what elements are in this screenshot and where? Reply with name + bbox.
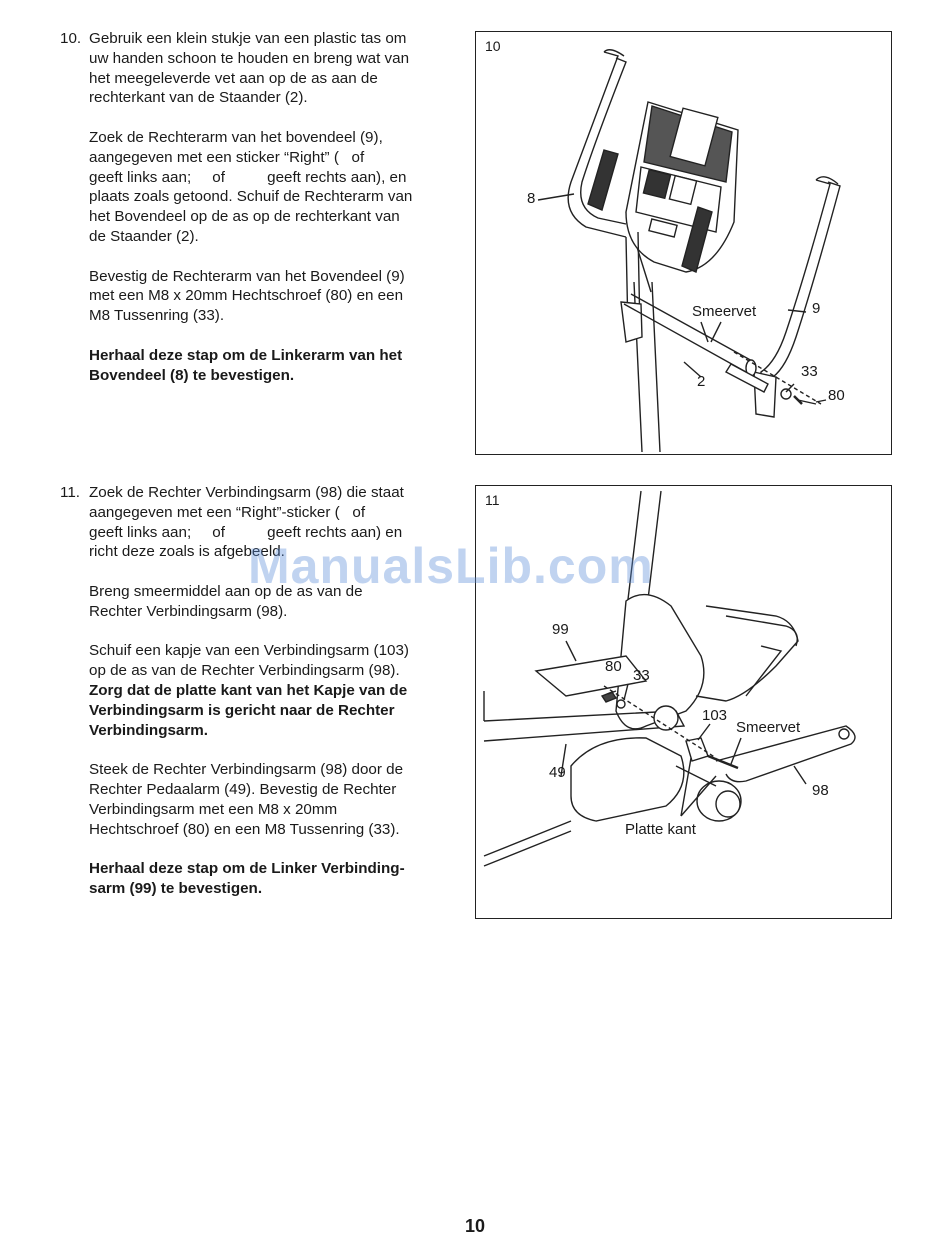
text-line: Zoek de Rechter Verbindingsarm (98) die staat <box>89 484 404 501</box>
paragraph <box>89 641 450 740</box>
paragraph <box>89 760 450 839</box>
text-line: Herhaal deze stap om de Linker Verbinding- <box>89 860 405 878</box>
text-line: Zoek de Rechterarm van het bovendeel (9), <box>89 128 383 146</box>
text-line: sarm (99) te bevestigen. <box>89 879 263 897</box>
step-number: 11. <box>60 484 80 501</box>
page-number: 10 <box>464 1216 486 1236</box>
paragraph-bold <box>89 346 450 386</box>
text-line: het meegeleverde vet aan op de as aan de <box>89 69 378 87</box>
step-number: 10. <box>60 30 82 47</box>
text-line: Rechter Verbindingsarm (98). <box>89 602 288 620</box>
callout-80: 80 <box>828 387 845 404</box>
step-body <box>89 29 450 385</box>
text-line: M8 Tussenring (33). <box>89 307 225 325</box>
text-line: op de as van de Rechter Verbindingsarm (98). <box>89 662 400 680</box>
text-line: Verbindingsarm met een M8 x 20mm <box>89 800 338 818</box>
watermark: ManualsLib.com <box>248 538 654 594</box>
text-line: rechterkant van de Staander (2). <box>89 89 308 107</box>
text-line: geeft links aan; of geeft rechts aan), en <box>89 168 407 186</box>
figure-10 <box>475 31 892 455</box>
callout-9: 9 <box>812 300 821 317</box>
text-line: Rechter Pedaalarm (49). Bevestig de Rechter <box>89 780 397 798</box>
callout-smeervet: Smeervet <box>736 719 801 736</box>
callout-2: 2 <box>697 373 706 390</box>
text-line: Hechtschroef (80) en een M8 Tussenring (33). <box>89 820 400 838</box>
text-line: aangegeven met een sticker “Right” ( of <box>89 148 365 166</box>
text-line: Bevestig de Rechterarm van het Bovendeel (9) <box>89 267 405 285</box>
step-10 <box>60 29 450 405</box>
callout-33: 33 <box>633 667 650 684</box>
figure-number: 10 <box>485 38 501 54</box>
text-line: uw handen schoon te houden en breng wat van <box>89 49 410 67</box>
text-line: plaats zoals getoond. Schuif de Rechterarm van <box>89 188 413 206</box>
callout-smeervet: Smeervet <box>692 303 757 320</box>
figure-number: 11 <box>485 492 500 508</box>
callout-99: 99 <box>552 621 569 638</box>
text-line-bold: Zorg dat de platte kant van het Kapje van de <box>89 681 408 699</box>
callout-80: 80 <box>605 658 622 675</box>
text-line: Breng smeermiddel aan op de as van de <box>89 582 363 600</box>
text-line: Bovendeel (8) te bevestigen. <box>89 366 295 384</box>
callout-33: 33 <box>801 363 818 380</box>
paragraph <box>89 29 450 108</box>
text-line: Schuif een kapje van een Verbindingsarm (103) <box>89 642 409 660</box>
paragraph <box>89 128 450 247</box>
text-line: Steek de Rechter Verbindingsarm (98) door de <box>89 761 404 779</box>
text-line: de Staander (2). <box>89 227 199 245</box>
text-line: Herhaal deze stap om de Linkerarm van het <box>89 346 403 364</box>
callout-103: 103 <box>702 707 728 724</box>
paragraph <box>89 267 450 326</box>
callout-49: 49 <box>549 764 566 781</box>
text-line: het Bovendeel op de as op de rechterkant van <box>89 208 400 226</box>
paragraph-bold <box>89 859 450 899</box>
text-line: geeft links aan; of geeft rechts aan) en <box>89 523 403 541</box>
text-line-bold: Verbindingsarm is gericht naar de Rechter <box>89 701 395 719</box>
text-line-bold: Verbindingsarm. <box>89 721 209 739</box>
callout-98: 98 <box>812 782 829 799</box>
text-line: richt deze zoals is afgebeeld. <box>89 543 285 561</box>
callout-platte-kant: Platte kant <box>625 821 696 838</box>
text-line: met een M8 x 20mm Hechtschroef (80) en een <box>89 287 404 305</box>
text-line: Gebruik een klein stukje van een plastic tas om <box>89 30 407 47</box>
text-line: aangegeven met een “Right”-sticker ( of <box>89 503 366 521</box>
callout-8: 8 <box>527 190 536 207</box>
